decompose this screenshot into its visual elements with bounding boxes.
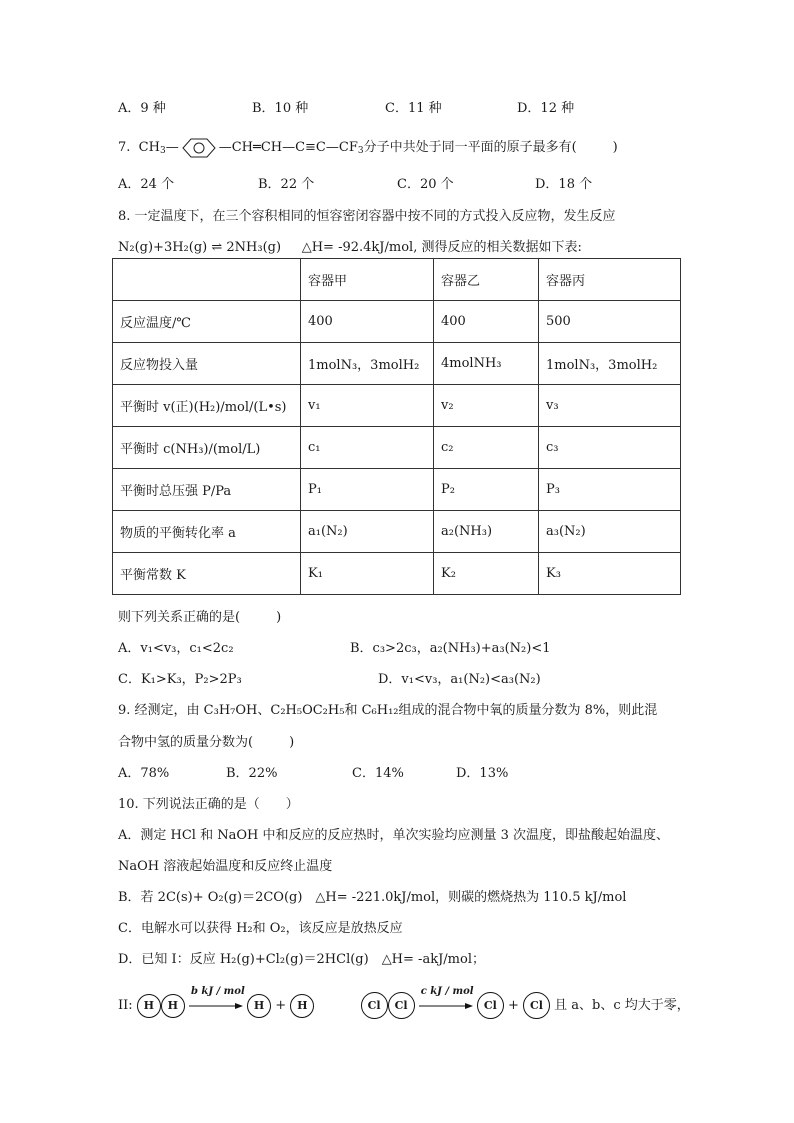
q6-option-b: B．10 种: [252, 101, 309, 116]
q10-stem: 10. 下列说法正确的是（ ）: [118, 797, 299, 812]
table-cell: c₂: [434, 427, 539, 469]
table-cell: 1molN₃，3molH₂: [301, 343, 434, 385]
plus-sign: +: [507, 998, 519, 1013]
table-header-cell: 容器乙: [434, 259, 539, 301]
table-cell: P₃: [539, 469, 681, 511]
table-row: [113, 553, 681, 595]
q6-option-a: A．9 种: [118, 101, 166, 116]
table-header-row: [113, 259, 681, 301]
b-energy-label: b kJ / mol: [190, 985, 245, 997]
table-cell: v₁: [301, 385, 434, 427]
q6-option-c: C．11 种: [385, 101, 442, 116]
table-header-cell: [113, 259, 301, 301]
table-cell: 1molN₃，3molH₂: [539, 343, 681, 385]
q9-line2: [118, 731, 294, 750]
q8-option-d: D．v₁<v₃，a₁(N₂)<a₃(N₂): [378, 672, 541, 687]
table-row: [113, 343, 681, 385]
q7-stem: [118, 136, 618, 159]
reaction-arrow-icon: [189, 985, 245, 1010]
q10-option-c: C．电解水可以获得 H₂和 O₂，该反应是放热反应: [118, 921, 403, 936]
q10-tail-text: 且 a、b、c 均大于零，: [554, 998, 690, 1013]
q8-close-paren: ): [276, 610, 282, 625]
table-cell: 400: [434, 301, 539, 343]
q7-close-paren: ): [612, 140, 618, 155]
q10-option-d: D．已知 I：反应 H₂(g)+Cl₂(g)＝2HCl(g) △H= -akJ/mol；: [118, 952, 485, 967]
q8-reaction: N₂(g)+3H₂(g) ⇌ 2NH₃(g): [118, 240, 282, 255]
h-atom-circle: H: [290, 994, 314, 1018]
table-cell: c₃: [539, 427, 681, 469]
q9-line1: 9. 经测定，由 C₃H₇OH、C₂H₅OC₂H₅和 C₆H₁₂组成的混合物中氧的质量分数为 8%，则此混: [118, 703, 658, 718]
table-cell: a₂(NH₃): [434, 511, 539, 553]
cl-atom-circle: Cl: [388, 992, 415, 1019]
table-row: [113, 301, 681, 343]
q8-option-a: A．v₁<v₃，c₁<2c₂: [118, 641, 234, 656]
q10-ii-label: II:: [118, 998, 133, 1013]
h-atom-circle: H: [247, 994, 271, 1018]
h-atom-circle: H: [137, 994, 161, 1018]
q8-reaction-line: [118, 236, 582, 255]
table-cell: 平衡时总压强 P/Pa: [113, 469, 301, 511]
q9-close-paren: ): [289, 735, 295, 750]
q10-bond-energy-diagram: [118, 985, 690, 1019]
h-atom-circle: H: [161, 994, 185, 1018]
reaction-arrow-icon: [419, 985, 474, 1010]
q9-option-d: D．13%: [456, 766, 509, 781]
q9-option-a: A．78%: [118, 766, 170, 781]
q7-number: 7.: [118, 140, 131, 155]
benzene-ring-icon: [179, 137, 219, 159]
table-cell: P₁: [301, 469, 434, 511]
table-cell: 500: [539, 301, 681, 343]
q8-question: [118, 606, 281, 625]
q9-option-c: C．14%: [352, 766, 404, 781]
q6-option-d: D．12 种: [517, 101, 575, 116]
q8-option-b: B．c₃>2c₃，a₂(NH₃)+a₃(N₂)<1: [350, 641, 551, 656]
q8-question-text: 则下列关系正确的是(: [118, 610, 241, 625]
table-row: [113, 427, 681, 469]
q7-option-a: A．24 个: [118, 177, 175, 192]
table-cell: 反应物投入量: [113, 343, 301, 385]
q8-stem: 8. 一定温度下，在三个容积相同的恒容密闭容器中按不同的方式投入反应物，发生反应: [118, 209, 616, 224]
q7-option-d: D．18 个: [535, 177, 593, 192]
q10-option-a-line1: A．测定 HCl 和 NaOH 中和反应的反应热时，单次实验均应测量 3 次温度，即盐酸起始温度、: [118, 828, 670, 843]
table-header-cell: 容器甲: [301, 259, 434, 301]
table-cell: 反应温度/℃: [113, 301, 301, 343]
table-cell: K₁: [301, 553, 434, 595]
q9-line2-text: 合物中氢的质量分数为(: [118, 735, 254, 750]
cl-atom-circle: Cl: [523, 992, 550, 1019]
q8-data-table: [112, 258, 681, 595]
q8-delta-h: △H= -92.4kJ/mol, 测得反应的相关数据如下表:: [301, 240, 582, 255]
table-cell: 平衡时 v(正)(H₂)/mol/(L•s): [113, 385, 301, 427]
table-row: [113, 469, 681, 511]
table-cell: 平衡时 c(NH₃)/(mol/L): [113, 427, 301, 469]
table-cell: v₃: [539, 385, 681, 427]
q9-option-b: B．22%: [226, 766, 278, 781]
table-cell: 物质的平衡转化率 a: [113, 511, 301, 553]
q7-option-c: C．20 个: [397, 177, 454, 192]
table-header-cell: 容器丙: [539, 259, 681, 301]
table-cell: c₁: [301, 427, 434, 469]
table-cell: v₂: [434, 385, 539, 427]
table-cell: K₃: [539, 553, 681, 595]
c-energy-label: c kJ / mol: [420, 985, 474, 997]
q7-formula-ch3: $CH_3—$: [138, 140, 179, 156]
q8-option-c: C．K₁>K₃，P₂>2P₃: [118, 672, 242, 687]
table-cell: a₁(N₂): [301, 511, 434, 553]
table-cell: 4molNH₃: [434, 343, 539, 385]
table-cell: P₂: [434, 469, 539, 511]
table-cell: 平衡常数 K: [113, 553, 301, 595]
plus-sign: +: [275, 998, 287, 1013]
cl-atom-circle: Cl: [477, 992, 504, 1019]
q7-stem-text: 分子中共处于同一平面的原子最多有(: [363, 140, 577, 155]
q7-option-b: B．22 个: [258, 177, 315, 192]
table-cell: K₂: [434, 553, 539, 595]
q7-formula-chain: $—CH═CH—C\equiv C—CF_3$: [218, 140, 364, 156]
q10-option-a-line2: NaOH 溶液起始温度和反应终止温度: [118, 859, 333, 874]
table-row: [113, 385, 681, 427]
q10-option-b: B．若 2C(s)+ O₂(g)＝2CO(g) △H= -221.0kJ/mol，则碳的燃烧热为 110.5 kJ/mol: [118, 890, 627, 905]
table-cell: a₃(N₂): [539, 511, 681, 553]
cl-atom-circle: Cl: [361, 992, 388, 1019]
table-row: [113, 511, 681, 553]
table-cell: 400: [301, 301, 434, 343]
